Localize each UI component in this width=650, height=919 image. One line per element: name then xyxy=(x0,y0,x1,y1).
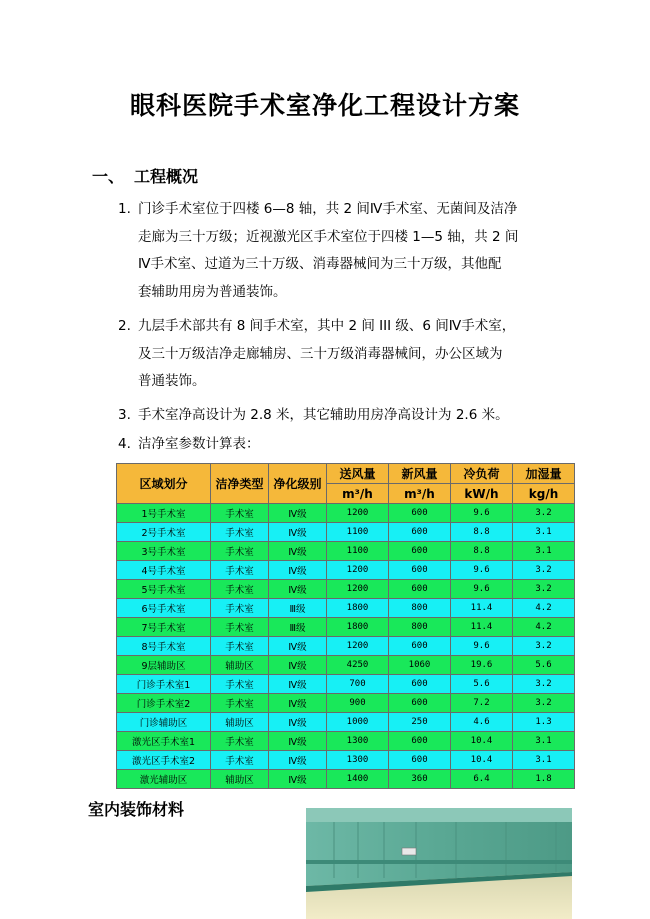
cell-area: 7号手术室 xyxy=(117,618,211,637)
paragraph-number: 4. xyxy=(118,436,131,452)
cell-supply: 1400 xyxy=(327,770,389,789)
cell-cooling: 4.6 xyxy=(451,713,513,732)
paragraph-line: 套辅助用房为普通装饰。 xyxy=(138,283,287,300)
cell-fresh: 600 xyxy=(389,675,451,694)
cell-type: 手术室 xyxy=(211,542,269,561)
photo-wall-socket xyxy=(402,848,416,855)
cell-humid: 3.2 xyxy=(513,675,575,694)
unit-humid: kg/h xyxy=(513,484,575,504)
cell-area: 门诊手术室1 xyxy=(117,675,211,694)
cell-level: Ⅳ级 xyxy=(269,751,327,770)
cell-supply: 1000 xyxy=(327,713,389,732)
table-row xyxy=(117,618,575,637)
table-header-row xyxy=(117,464,575,484)
unit-fresh: m³/h xyxy=(389,484,451,504)
header-cooling: 冷负荷 xyxy=(451,464,513,484)
cell-type: 手术室 xyxy=(211,523,269,542)
cell-fresh: 600 xyxy=(389,523,451,542)
paragraph-line: 走廊为三十万级；近视激光区手术室位于四楼 1—5 轴，共 2 间 xyxy=(138,228,519,245)
table-row xyxy=(117,504,575,523)
cell-fresh: 600 xyxy=(389,751,451,770)
table-row xyxy=(117,751,575,770)
cell-supply: 1300 xyxy=(327,732,389,751)
cell-cooling: 8.8 xyxy=(451,523,513,542)
cell-area: 门诊辅助区 xyxy=(117,713,211,732)
table-row xyxy=(117,675,575,694)
cell-cooling: 19.6 xyxy=(451,656,513,675)
cell-humid: 1.8 xyxy=(513,770,575,789)
table-row xyxy=(117,599,575,618)
cell-supply: 1200 xyxy=(327,637,389,656)
cleanroom-interior-photo xyxy=(306,808,572,919)
paragraph-1 xyxy=(118,196,568,306)
cell-area: 激光区手术室1 xyxy=(117,732,211,751)
cell-level: Ⅲ级 xyxy=(269,599,327,618)
cell-cooling: 11.4 xyxy=(451,599,513,618)
cell-fresh: 600 xyxy=(389,580,451,599)
paragraph-line: 普通装饰。 xyxy=(138,373,206,389)
cell-fresh: 250 xyxy=(389,713,451,732)
paragraph-number: 1. xyxy=(118,201,131,217)
paragraph-number: 3. xyxy=(118,407,131,423)
cell-humid: 3.1 xyxy=(513,732,575,751)
table-row xyxy=(117,637,575,656)
table-row xyxy=(117,656,575,675)
cell-humid: 1.3 xyxy=(513,713,575,732)
cell-supply: 1100 xyxy=(327,542,389,561)
cell-area: 4号手术室 xyxy=(117,561,211,580)
table-row xyxy=(117,580,575,599)
cell-cooling: 11.4 xyxy=(451,618,513,637)
cell-cooling: 9.6 xyxy=(451,561,513,580)
cell-humid: 3.2 xyxy=(513,637,575,656)
cell-humid: 3.1 xyxy=(513,751,575,770)
cell-fresh: 800 xyxy=(389,599,451,618)
table-row xyxy=(117,523,575,542)
cell-fresh: 600 xyxy=(389,694,451,713)
cell-level: Ⅳ级 xyxy=(269,637,327,656)
cell-type: 手术室 xyxy=(211,580,269,599)
cell-level: Ⅳ级 xyxy=(269,504,327,523)
cell-humid: 5.6 xyxy=(513,656,575,675)
photo-ceiling xyxy=(306,808,572,822)
table-row xyxy=(117,732,575,751)
paragraph-line: Ⅳ手术室、过道为三十万级、消毒器械间为三十万级，其他配 xyxy=(138,256,502,272)
cell-level: Ⅳ级 xyxy=(269,542,327,561)
header-fresh: 新风量 xyxy=(389,464,451,484)
cell-humid: 3.1 xyxy=(513,542,575,561)
section-heading-overview xyxy=(92,164,198,187)
unit-cooling: kW/h xyxy=(451,484,513,504)
cell-cooling: 9.6 xyxy=(451,504,513,523)
cell-area: 2号手术室 xyxy=(117,523,211,542)
cell-fresh: 600 xyxy=(389,637,451,656)
cleanroom-parameter-table xyxy=(116,463,575,789)
materials-heading: 室内装饰材料 xyxy=(88,800,185,819)
cell-supply: 1200 xyxy=(327,561,389,580)
table-row xyxy=(117,713,575,732)
header-humid: 加湿量 xyxy=(513,464,575,484)
cleanroom-photo-svg xyxy=(306,808,572,919)
paragraph-line: 九层手术部共有 8 间手术室，其中 2 间 III 级、6 间Ⅳ手术室， xyxy=(138,318,516,334)
cell-level: Ⅲ级 xyxy=(269,618,327,637)
cell-cooling: 10.4 xyxy=(451,732,513,751)
cell-level: Ⅳ级 xyxy=(269,523,327,542)
cell-level: Ⅳ级 xyxy=(269,770,327,789)
paragraph-2 xyxy=(118,313,568,396)
cell-type: 手术室 xyxy=(211,599,269,618)
cell-level: Ⅳ级 xyxy=(269,656,327,675)
table-row xyxy=(117,694,575,713)
cell-supply: 1800 xyxy=(327,599,389,618)
cell-supply: 900 xyxy=(327,694,389,713)
cell-supply: 700 xyxy=(327,675,389,694)
cell-supply: 1200 xyxy=(327,580,389,599)
photo-handrail xyxy=(306,860,572,864)
cell-area: 9层辅助区 xyxy=(117,656,211,675)
cell-area: 激光辅助区 xyxy=(117,770,211,789)
cell-fresh: 600 xyxy=(389,561,451,580)
cell-area: 3号手术室 xyxy=(117,542,211,561)
cell-level: Ⅳ级 xyxy=(269,713,327,732)
cell-cooling: 9.6 xyxy=(451,637,513,656)
paragraph-line: 洁净室参数计算表： xyxy=(138,436,260,452)
cell-humid: 3.2 xyxy=(513,504,575,523)
cell-area: 5号手术室 xyxy=(117,580,211,599)
header-type: 洁净类型 xyxy=(211,464,269,504)
cell-type: 手术室 xyxy=(211,675,269,694)
cell-fresh: 360 xyxy=(389,770,451,789)
cell-cooling: 10.4 xyxy=(451,751,513,770)
cell-humid: 3.2 xyxy=(513,580,575,599)
cell-cooling: 6.4 xyxy=(451,770,513,789)
cell-humid: 4.2 xyxy=(513,618,575,637)
paragraph-3 xyxy=(118,402,568,430)
cell-type: 手术室 xyxy=(211,561,269,580)
cell-area: 8号手术室 xyxy=(117,637,211,656)
cell-level: Ⅳ级 xyxy=(269,561,327,580)
cell-type: 辅助区 xyxy=(211,770,269,789)
section-number: 一、 xyxy=(92,167,125,186)
cell-type: 手术室 xyxy=(211,618,269,637)
cell-level: Ⅳ级 xyxy=(269,732,327,751)
paragraph-4 xyxy=(118,431,568,459)
cell-supply: 1300 xyxy=(327,751,389,770)
cell-supply: 1100 xyxy=(327,523,389,542)
cell-cooling: 8.8 xyxy=(451,542,513,561)
paragraph-line: 手术室净高设计为 2.8 米，其它辅助用房净高设计为 2.6 米。 xyxy=(138,407,509,423)
unit-supply: m³/h xyxy=(327,484,389,504)
table-row xyxy=(117,770,575,789)
cell-cooling: 5.6 xyxy=(451,675,513,694)
cell-fresh: 1060 xyxy=(389,656,451,675)
section-title: 工程概况 xyxy=(134,167,199,186)
cell-area: 激光区手术室2 xyxy=(117,751,211,770)
cell-cooling: 9.6 xyxy=(451,580,513,599)
cell-humid: 3.2 xyxy=(513,561,575,580)
cell-area: 门诊手术室2 xyxy=(117,694,211,713)
cell-humid: 3.2 xyxy=(513,694,575,713)
cell-humid: 3.1 xyxy=(513,523,575,542)
cell-supply: 1800 xyxy=(327,618,389,637)
cell-fresh: 600 xyxy=(389,504,451,523)
cell-type: 手术室 xyxy=(211,751,269,770)
header-supply: 送风量 xyxy=(327,464,389,484)
cell-type: 手术室 xyxy=(211,504,269,523)
cell-fresh: 600 xyxy=(389,542,451,561)
document-title: 眼科医院手术室净化工程设计方案 xyxy=(129,91,520,120)
table-row xyxy=(117,542,575,561)
cell-cooling: 7.2 xyxy=(451,694,513,713)
cell-supply: 4250 xyxy=(327,656,389,675)
paragraph-number: 2. xyxy=(118,318,131,334)
cell-humid: 4.2 xyxy=(513,599,575,618)
cell-type: 手术室 xyxy=(211,637,269,656)
cell-type: 手术室 xyxy=(211,732,269,751)
header-area: 区域划分 xyxy=(117,464,211,504)
paragraph-line: 及三十万级洁净走廊辅房、三十万级消毒器械间，办公区域为 xyxy=(138,345,503,362)
cell-level: Ⅳ级 xyxy=(269,675,327,694)
cell-type: 辅助区 xyxy=(211,656,269,675)
cell-supply: 1200 xyxy=(327,504,389,523)
cell-level: Ⅳ级 xyxy=(269,580,327,599)
cell-fresh: 800 xyxy=(389,618,451,637)
cell-level: Ⅳ级 xyxy=(269,694,327,713)
cell-type: 手术室 xyxy=(211,694,269,713)
cell-fresh: 600 xyxy=(389,732,451,751)
cell-type: 辅助区 xyxy=(211,713,269,732)
cell-area: 1号手术室 xyxy=(117,504,211,523)
cell-area: 6号手术室 xyxy=(117,599,211,618)
table-row xyxy=(117,561,575,580)
paragraph-line: 门诊手术室位于四楼 6—8 轴，共 2 间Ⅳ手术室、无菌间及洁净 xyxy=(138,201,518,217)
table-body xyxy=(117,504,575,789)
header-level: 净化级别 xyxy=(269,464,327,504)
